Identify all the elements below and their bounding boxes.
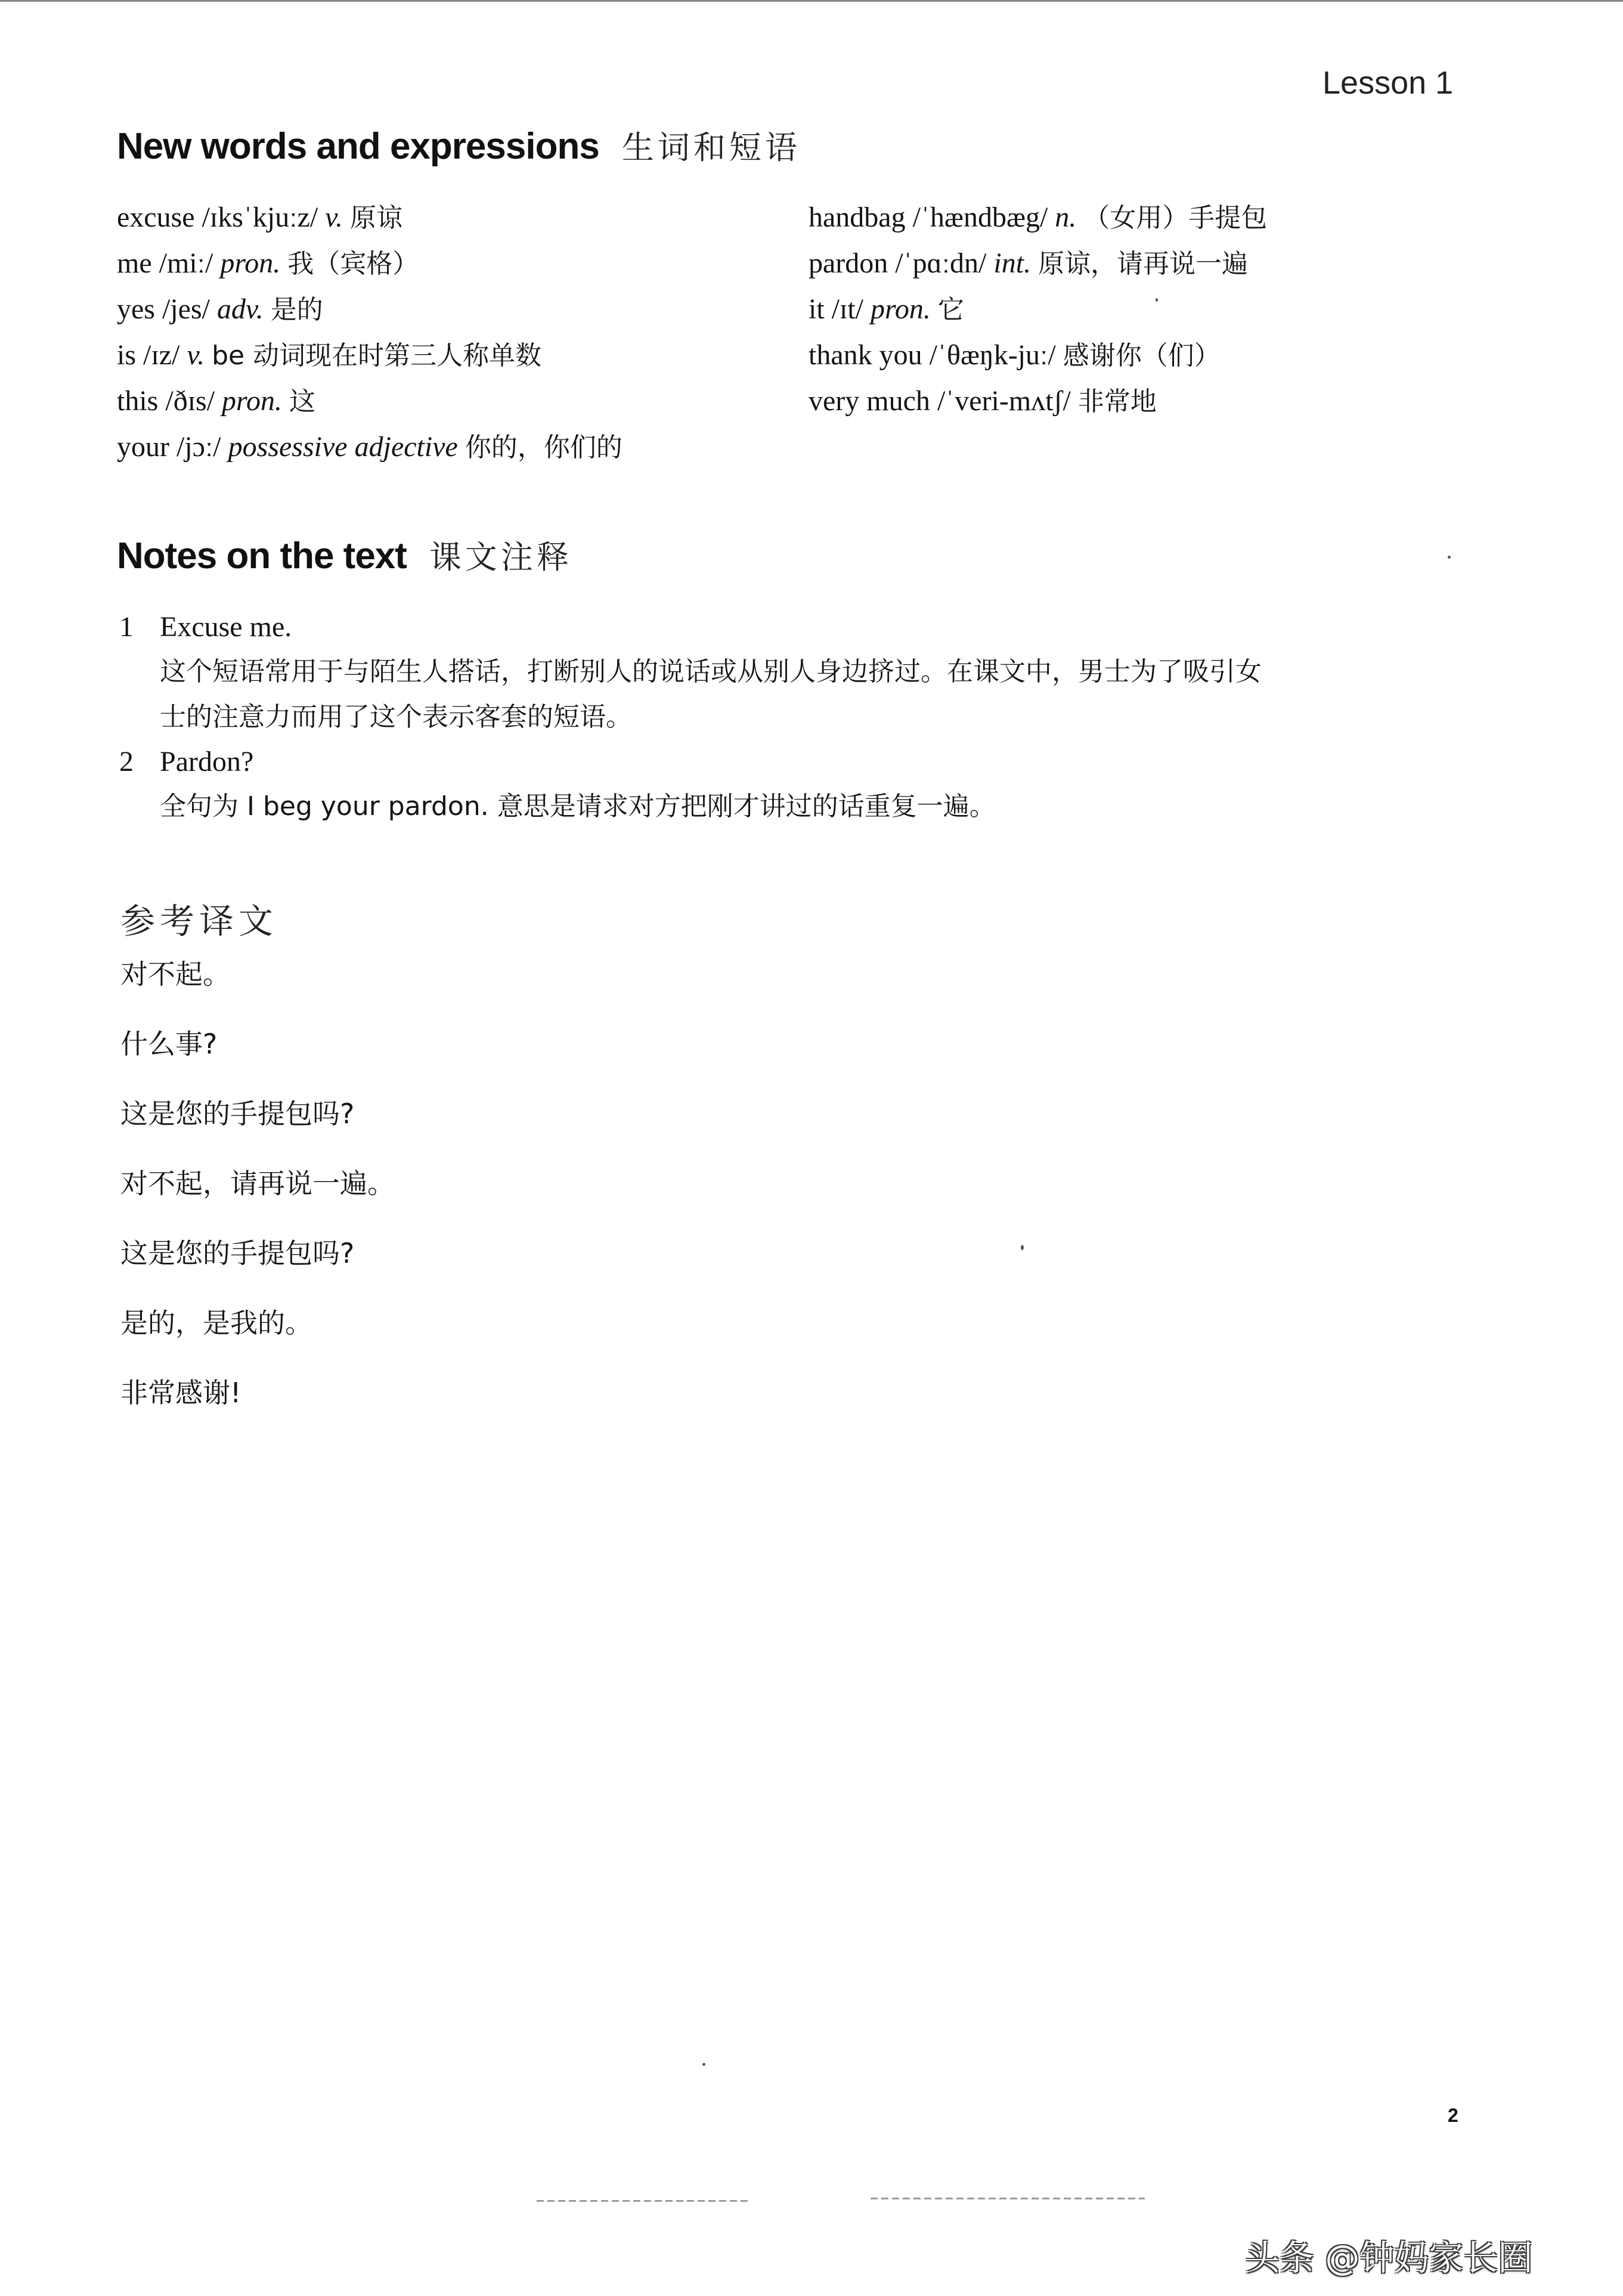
vocab-phonetic: /jes/: [162, 293, 210, 325]
top-border-line: [0, 0, 1623, 2]
translation-line: 对不起，请再说一遍。: [120, 1167, 395, 1200]
bottom-scan-line: [537, 2200, 751, 2202]
vocab-item: [809, 194, 1267, 240]
vocab-pos: possessive adjective: [228, 431, 458, 463]
vocab-word: thank you: [809, 339, 922, 371]
notes-heading-en: Notes on the text: [117, 535, 407, 577]
vocab-pos: v.: [325, 202, 343, 233]
notes-heading: [117, 532, 572, 578]
notes-list: [119, 605, 1262, 829]
vocab-phonetic: /ˈhændbæg/: [912, 202, 1048, 233]
vocab-item: [117, 378, 622, 424]
vocab-word: this: [117, 385, 159, 417]
scan-speck: [1021, 1245, 1024, 1250]
vocab-item: [809, 378, 1267, 424]
vocab-phonetic: /ɪksˈkjuːz/: [202, 202, 318, 233]
vocab-word: your: [117, 431, 169, 463]
vocab-phonetic: /ɪt/: [831, 293, 864, 325]
page-number: 2: [1448, 2105, 1458, 2126]
vocab-word: very much: [809, 385, 930, 417]
vocab-item: [117, 286, 622, 332]
vocab-word: handbag: [809, 202, 906, 233]
vocab-pos: pron.: [220, 247, 281, 279]
vocab-item: [809, 286, 1267, 332]
vocab-item: [117, 240, 622, 286]
note-title: Excuse me.: [160, 611, 292, 643]
vocab-meaning: 我（宾格）: [287, 249, 419, 279]
note-body-line: 这个短语常用于与陌生人搭话，打断别人的说话或从别人身边挤过。在课文中，男士为了吸引女: [160, 656, 1262, 687]
vocab-meaning: （女用）手提包: [1083, 203, 1268, 233]
note-title: Pardon?: [160, 746, 254, 777]
vocab-word: pardon: [809, 247, 888, 279]
vocab-phonetic: /ðɪs/: [165, 385, 215, 417]
translation-line: 这是您的手提包吗?: [120, 1098, 355, 1130]
notes-heading-zh: 课文注释: [429, 538, 572, 576]
watermark: 头条 @钟妈家长圈: [1245, 2238, 1533, 2278]
note-item-title: [119, 605, 1262, 649]
vocab-phonetic: /miː/: [159, 247, 213, 279]
translation-line: 是的，是我的。: [120, 1307, 312, 1339]
vocab-meaning: 你的，你们的: [464, 432, 622, 463]
note-body-line: 全句为 I beg your pardon. 意思是请求对方把刚才讲过的话重复一遍。: [160, 791, 996, 822]
scan-speck: [1156, 298, 1158, 302]
translation-line: 什么事?: [120, 1028, 218, 1060]
vocab-meaning: 非常地: [1077, 386, 1157, 417]
vocab-pos: int.: [993, 247, 1032, 279]
vocab-meaning: 原谅: [350, 203, 402, 233]
vocab-meaning: 它: [937, 295, 964, 325]
translation-line: 这是您的手提包吗?: [120, 1237, 355, 1269]
scan-speck: [1448, 556, 1451, 559]
bottom-scan-line: [871, 2198, 1145, 2199]
vocab-meaning: 是的: [270, 295, 323, 325]
vocab-pos: n.: [1055, 202, 1077, 233]
vocab-meaning: 原谅，请再说一遍: [1038, 249, 1249, 279]
vocab-phonetic: /ˈveri-mʌtʃ/: [937, 385, 1071, 417]
vocab-item: [809, 332, 1267, 378]
translation-line: 非常感谢!: [120, 1377, 241, 1409]
translation-line: 对不起。: [120, 958, 230, 990]
vocab-word: is: [117, 339, 137, 371]
vocab-pos: pron.: [222, 385, 282, 417]
vocab-meaning: be 动词现在时第三人称单数: [212, 340, 542, 371]
vocab-phonetic: /ˈθæŋk-juː/: [929, 339, 1056, 371]
scan-speck: [702, 2063, 705, 2066]
vocab-phonetic: /jɔː/: [176, 431, 221, 463]
note-item-title: [119, 740, 1262, 784]
vocab-item: [117, 194, 622, 240]
note-number: 2: [119, 746, 134, 777]
vocab-item: [117, 424, 622, 470]
new-words-heading-en: New words and expressions: [117, 126, 599, 167]
note-number: 1: [119, 611, 134, 643]
lesson-label: Lesson 1: [1322, 65, 1454, 101]
vocab-item: [117, 332, 622, 378]
vocab-left-column: [117, 194, 622, 470]
vocab-word: excuse: [117, 202, 195, 233]
vocab-pos: pron.: [871, 293, 931, 325]
vocab-phonetic: /ˈpɑːdn/: [895, 247, 987, 279]
vocab-word: yes: [117, 293, 155, 325]
vocab-meaning: 这: [289, 386, 315, 417]
vocab-right-column: [809, 194, 1267, 424]
vocab-pos: adv.: [216, 293, 264, 325]
vocab-meaning: 感谢你（们）: [1063, 340, 1221, 371]
vocab-phonetic: /ɪz/: [143, 339, 180, 371]
note-body-line: 士的注意力而用了这个表示客套的短语。: [160, 702, 632, 732]
new-words-heading: [117, 122, 801, 168]
vocab-word: it: [809, 293, 825, 325]
translation-list: [120, 956, 395, 1445]
vocab-pos: v.: [187, 339, 205, 371]
translation-heading: 参考译文: [120, 901, 278, 941]
vocab-word: me: [117, 247, 152, 279]
vocab-item: [809, 240, 1267, 286]
new-words-heading-zh: 生词和短语: [621, 129, 801, 166]
